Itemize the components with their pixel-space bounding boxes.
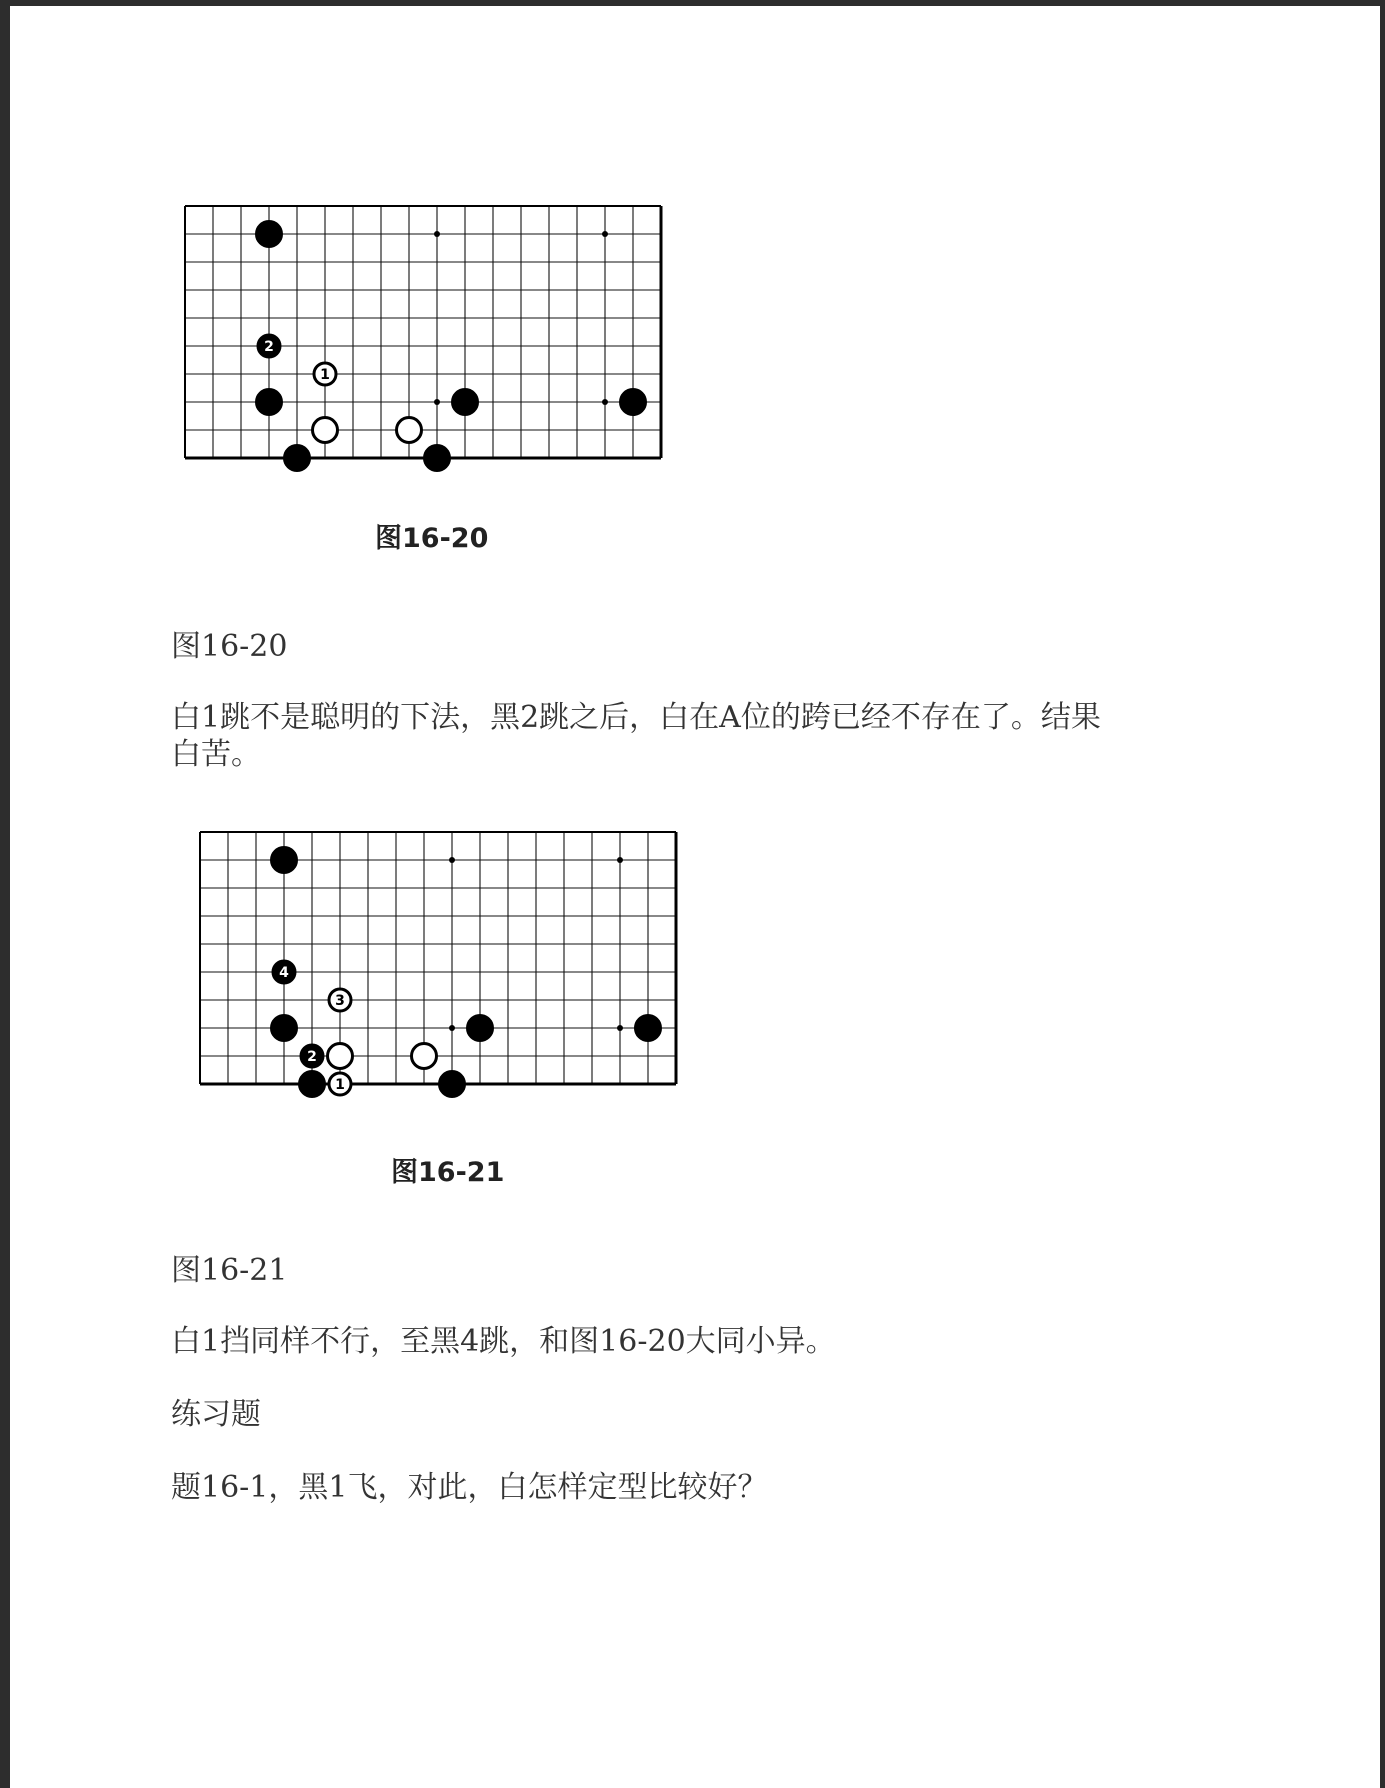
- figure-title: 图16-20: [171, 629, 288, 664]
- stone-move-number: 2: [307, 1049, 317, 1065]
- black-stone: [299, 1071, 326, 1098]
- white-stone: [397, 418, 422, 443]
- go-board-diagram-16-20: [181, 202, 697, 492]
- stone-move-number: 1: [335, 1077, 345, 1093]
- document-page: [10, 6, 1380, 1788]
- black-stone: [271, 847, 298, 874]
- description-line: 白苦。: [171, 737, 261, 772]
- exercise-question: 题16-1，黑1飞，对此，白怎样定型比较好？: [171, 1470, 768, 1505]
- white-stone: [328, 1044, 353, 1069]
- black-stone: [467, 1015, 494, 1042]
- go-board-diagram-16-21: [196, 828, 712, 1118]
- stone-move-number: 3: [335, 993, 345, 1009]
- star-point: [617, 1025, 623, 1031]
- star-point: [434, 399, 440, 405]
- figure-description: [171, 699, 1101, 773]
- black-stone: [452, 389, 479, 416]
- star-point: [602, 231, 608, 237]
- star-point: [434, 231, 440, 237]
- star-point: [449, 857, 455, 863]
- star-point: [617, 857, 623, 863]
- black-stone: [424, 445, 451, 472]
- figure-title: 图16-21: [171, 1253, 288, 1288]
- star-point: [449, 1025, 455, 1031]
- description-line: 白1跳不是聪明的下法，黑2跳之后，白在A位的跨已经不存在了。结果: [171, 700, 1101, 735]
- black-stone: [439, 1071, 466, 1098]
- black-stone: [635, 1015, 662, 1042]
- black-stone: [256, 389, 283, 416]
- figure-caption: 图16-21: [391, 1157, 505, 1188]
- black-stone: [256, 221, 283, 248]
- black-stone: [271, 1015, 298, 1042]
- stone-move-number: 2: [264, 339, 274, 355]
- white-stone: [313, 418, 338, 443]
- black-stone: [620, 389, 647, 416]
- stone-move-number: 4: [279, 965, 289, 981]
- star-point: [602, 399, 608, 405]
- stone-move-number: 1: [320, 367, 330, 383]
- exercise-heading: 练习题: [171, 1397, 261, 1432]
- figure-description: 白1挡同样不行，至黑4跳，和图16-20大同小异。: [171, 1324, 836, 1359]
- white-stone: [412, 1044, 437, 1069]
- figure-caption: 图16-20: [375, 523, 489, 554]
- black-stone: [284, 445, 311, 472]
